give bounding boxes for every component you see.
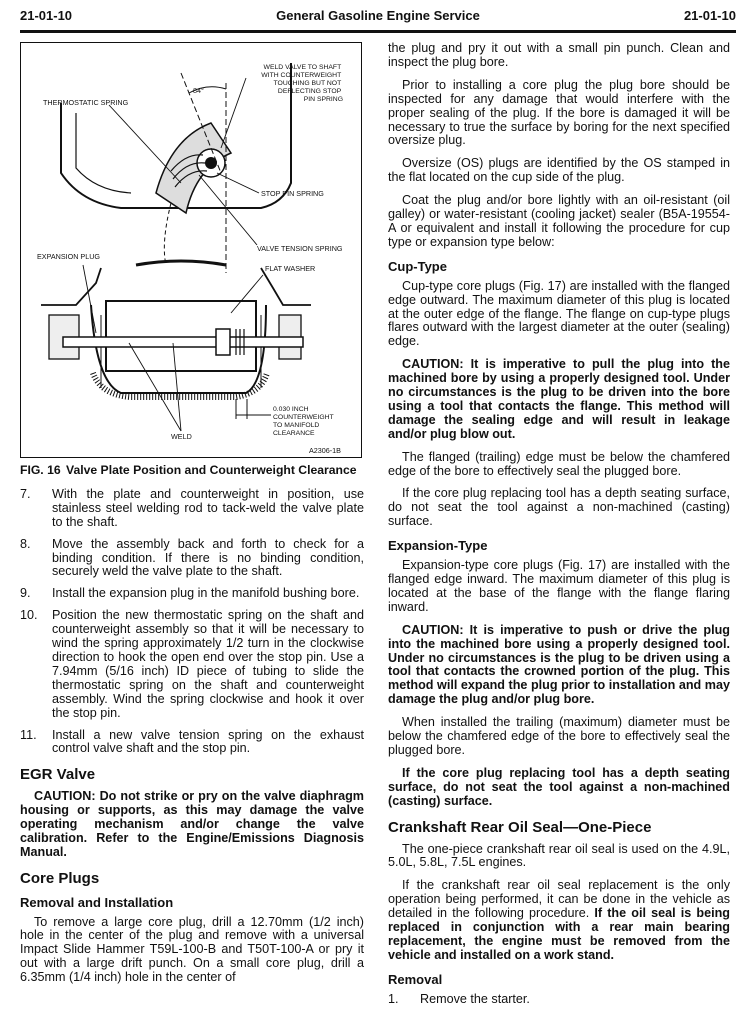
crankshaft-seal-heading: Crankshaft Rear Oil Seal—One-Piece [388, 818, 652, 836]
step-text: Move the assembly back and forth to check for a binding condition. If there is no binding condition, securely weld the valve plate to the shaft. [52, 536, 364, 579]
caption-text: Valve Plate Position and Counterweight Clearance [66, 463, 357, 477]
inspection-paragraph: Prior to installing a core plug the plug bore should be inspected for any damage that would interfere with the proper sealing of the plug. If the bore is damaged it will be necessary to true the surface by boring for the next specified oversize plug. [388, 77, 730, 148]
step-number: 10. [20, 608, 38, 623]
figure-16 [20, 42, 362, 458]
step-text: Install a new valve tension spring on the exhaust control valve shaft and the stop pin. [52, 727, 364, 756]
list-item [20, 609, 364, 720]
oversize-paragraph: Oversize (OS) plugs are identified by the OS stamped in the flat located on the cup side of the plug. [388, 156, 730, 185]
cup-type-heading: Cup-Type [388, 258, 447, 274]
crankshaft-procedure-paragraph [388, 879, 730, 962]
figure-code: A2306-1B [309, 446, 341, 455]
right-column [388, 42, 730, 1015]
removal-step-list [388, 993, 730, 1007]
page-header [20, 8, 736, 33]
trailing-diameter-paragraph: When installed the trailing (maximum) diameter must be below the chamfered edge of the bore to effectively seal the plugged bore. [388, 715, 730, 757]
label-weld-valve: WELD VALVE TO SHAFT WITH COUNTERWEIGHT TOUCHING BUT NOT DEFLECTING STOP PIN SPRING [261, 64, 343, 103]
step-number: 11. [20, 727, 37, 742]
step-number: 1. [388, 991, 399, 1006]
step-list [20, 488, 364, 756]
list-item [20, 538, 364, 580]
core-plugs-heading: Core Plugs [20, 869, 100, 887]
removal-heading: Removal [388, 971, 443, 987]
label-angle: 84° [193, 86, 204, 95]
crankshaft-engines-paragraph: The one-piece crankshaft rear oil seal is used on the 4.9L, 5.0L, 5.8L, 7.5L engines. [388, 841, 730, 870]
label-clearance: 0.030 INCH COUNTERWEIGHT TO MANIFOLD CLEARANCE [273, 406, 334, 437]
step-text: Install the expansion plug in the manifold bushing bore. [52, 586, 360, 601]
step-number: 9. [20, 586, 31, 601]
procedure-bold-text: If the oil seal is being replaced in conjunction with a rear main bearing replacement, the engine must be removed from the vehicle and installed on a work stand. [388, 906, 730, 962]
label-expansion-plug: EXPANSION PLUG [37, 252, 100, 261]
label-flat-washer: FLAT WASHER [265, 264, 316, 273]
step-number: 8. [20, 536, 31, 551]
header-left: 21-01-10 [20, 8, 73, 23]
expansion-type-heading: Expansion-Type [388, 538, 488, 554]
label-thermostatic-spring: THERMOSTATIC SPRING [43, 98, 129, 107]
figure-caption [20, 464, 364, 478]
expansion-type-paragraph: Expansion-type core plugs (Fig. 17) are installed with the flanged edge inward. The maximum diameter of this plug is located at the base of the flange with the flange flaring inward. [388, 558, 730, 614]
expansion-type-caution: CAUTION: It is imperative to push or drive the plug into the machined bore using a properly designed tool. Under no circumstances is the plug to be driven using a tool that contacts the crowned portion of the plug. This method will expand the plug prior to installation and may damage the plug and/or plug bore. [388, 622, 730, 707]
step-text: With the plate and counterweight in position, use stainless steel welding rod to tack-weld the valve plate to the shaft. [52, 486, 364, 529]
label-stop-pin-spring: STOP PIN SPRING [261, 189, 324, 198]
header-title: General Gasoline Engine Service [276, 8, 480, 23]
step-number: 7. [20, 486, 31, 501]
header-right: 21-01-10 [683, 8, 736, 23]
left-column [20, 42, 364, 994]
caption-number: FIG. 16 [20, 463, 61, 477]
list-item [388, 993, 730, 1007]
flanged-edge-paragraph: The flanged (trailing) edge must be below the chamfered edge of the bore to effectively seal the plugged bore. [388, 449, 730, 478]
list-item [20, 587, 364, 601]
step-text: Remove the starter. [420, 991, 530, 1006]
label-weld: WELD [171, 432, 192, 441]
core-plug-paragraph: To remove a large core plug, drill a 12.70mm (1/2 inch) hole in the center of the plug and remove with a universal Impact Slide Hammer T59L-100-B and T50T-100-A or pry it out with a large drift punch. On a small core plug, drill a 6.35mm (1/4 inch) hole in the center of [20, 914, 364, 985]
egr-heading: EGR Valve [20, 766, 96, 784]
cup-type-paragraph: Cup-type core plugs (Fig. 17) are installed with the flanged edge outward. The maximum diameter of this plug is located at the outer edge of the flange. The flange on cup-type plugs flares outward with the largest diameter at the outer (sealing) edge. [388, 278, 730, 349]
list-item [20, 729, 364, 757]
depth-seating-bold-paragraph: If the core plug replacing tool has a depth seating surface, do not seat the tool against a non-machined (casting) surface. [388, 765, 730, 808]
depth-seating-paragraph: If the core plug replacing tool has a depth seating surface, do not seat the tool against a non-machined (casting) surface. [388, 486, 730, 529]
continued-paragraph: the plug and pry it out with a small pin punch. Clean and inspect the plug bore. [388, 41, 730, 69]
procedure-text: If the crankshaft rear oil seal replacement is the only operation being performed, it can be done in the vehicle as detailed in the following procedure. [388, 878, 730, 921]
valve-diagram [21, 43, 361, 457]
cup-type-caution: CAUTION: It is imperative to pull the plug into the machined bore by using a properly designed tool. Under no circumstances is the plug to be driven into the bore using a tool that contacts the flange. This method will damage the sealing edge and will result in leakage and/or plug blow out. [388, 357, 730, 441]
sealer-paragraph: Coat the plug and/or bore lightly with an oil-resistant (oil galley) or water-resistant (cooling jacket) sealer (B5A-19554-A or equivalent and install it following the procedure for cup type or expansion type below: [388, 193, 730, 249]
egr-caution: CAUTION: Do not strike or pry on the valve diaphragm housing or supports, as this may damage the valve operating mechanism and/or change the valve calibration. Refer to the Engine/Emissions Diagnosis Manual. [20, 789, 364, 859]
label-valve-tension-spring: VALVE TENSION SPRING [257, 244, 343, 253]
list-item [20, 488, 364, 530]
removal-installation-heading: Removal and Installation [20, 894, 174, 910]
step-text: Position the new thermostatic spring on the shaft and counterweight assembly so that it will be necessary to wind the spring approximately 1/2 turn in the clockwise direction to hook the open end over the stop pin. Use a 7.94mm (5/16 inch) ID piece of tubing to slide the thermostatic spring on the shaft and counterweight assembly. Wind the spring clockwise and hook it over the stop pin. [52, 608, 364, 720]
